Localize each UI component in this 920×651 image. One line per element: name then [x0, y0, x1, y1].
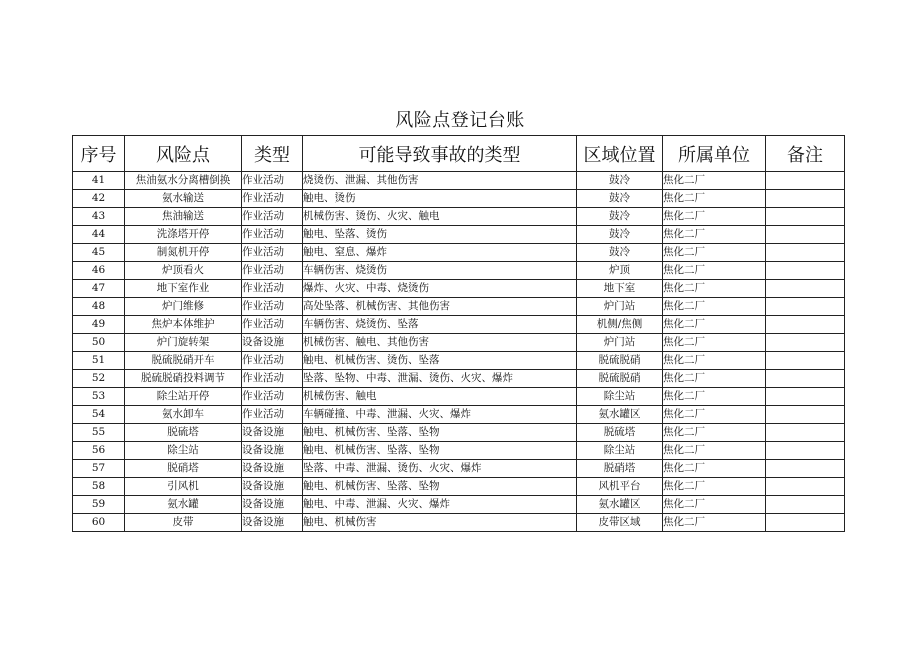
- cell-risk-point: 除尘站: [125, 442, 242, 460]
- cell-remarks: [766, 388, 845, 406]
- cell-risk-point: 脱硫脱硝开车: [125, 352, 242, 370]
- cell-risk-point: 炉门维修: [125, 298, 242, 316]
- cell-unit: 焦化二厂: [663, 334, 766, 352]
- cell-type: 作业活动: [242, 316, 303, 334]
- table-row: [73, 406, 845, 424]
- cell-risk-point: 引风机: [125, 478, 242, 496]
- risk-register-table: [72, 135, 845, 532]
- table-row: [73, 172, 845, 190]
- cell-seq: 46: [73, 262, 125, 280]
- table-row: [73, 388, 845, 406]
- cell-risk-point: 氨水卸车: [125, 406, 242, 424]
- cell-location: 氨水罐区: [577, 496, 663, 514]
- header-accident-types: 可能导致事故的类型: [303, 136, 577, 172]
- cell-accident-types: 烧烫伤、泄漏、其他伤害: [303, 172, 577, 190]
- cell-unit: 焦化二厂: [663, 316, 766, 334]
- cell-type: 作业活动: [242, 226, 303, 244]
- cell-risk-point: 炉门旋转架: [125, 334, 242, 352]
- cell-seq: 57: [73, 460, 125, 478]
- cell-accident-types: 触电、机械伤害: [303, 514, 577, 532]
- cell-accident-types: 机械伤害、烫伤、火灾、触电: [303, 208, 577, 226]
- cell-seq: 51: [73, 352, 125, 370]
- cell-type: 设备设施: [242, 334, 303, 352]
- cell-location: 脱硫脱硝: [577, 370, 663, 388]
- cell-accident-types: 机械伤害、触电、其他伤害: [303, 334, 577, 352]
- cell-type: 作业活动: [242, 244, 303, 262]
- cell-location: 机侧/焦侧: [577, 316, 663, 334]
- cell-location: 炉门站: [577, 298, 663, 316]
- table-row: [73, 370, 845, 388]
- table-row: [73, 442, 845, 460]
- cell-type: 作业活动: [242, 352, 303, 370]
- cell-seq: 41: [73, 172, 125, 190]
- cell-unit: 焦化二厂: [663, 244, 766, 262]
- cell-risk-point: 炉顶看火: [125, 262, 242, 280]
- table-row: [73, 460, 845, 478]
- cell-risk-point: 皮带: [125, 514, 242, 532]
- cell-unit: 焦化二厂: [663, 424, 766, 442]
- table-row: [73, 496, 845, 514]
- cell-remarks: [766, 208, 845, 226]
- cell-risk-point: 洗涤塔开停: [125, 226, 242, 244]
- cell-type: 作业活动: [242, 172, 303, 190]
- cell-unit: 焦化二厂: [663, 262, 766, 280]
- cell-type: 作业活动: [242, 370, 303, 388]
- cell-accident-types: 触电、机械伤害、烫伤、坠落: [303, 352, 577, 370]
- cell-seq: 60: [73, 514, 125, 532]
- cell-location: 地下室: [577, 280, 663, 298]
- cell-location: 脱硫脱硝: [577, 352, 663, 370]
- cell-remarks: [766, 226, 845, 244]
- cell-type: 作业活动: [242, 298, 303, 316]
- cell-seq: 54: [73, 406, 125, 424]
- table-row: [73, 316, 845, 334]
- cell-location: 皮带区域: [577, 514, 663, 532]
- table-row: [73, 208, 845, 226]
- cell-remarks: [766, 460, 845, 478]
- cell-unit: 焦化二厂: [663, 460, 766, 478]
- cell-unit: 焦化二厂: [663, 388, 766, 406]
- cell-accident-types: 车辆伤害、烧烫伤、坠落: [303, 316, 577, 334]
- cell-unit: 焦化二厂: [663, 352, 766, 370]
- cell-remarks: [766, 190, 845, 208]
- cell-seq: 47: [73, 280, 125, 298]
- cell-risk-point: 焦油氨水分离槽倒换: [125, 172, 242, 190]
- cell-location: 鼓冷: [577, 190, 663, 208]
- header-seq: 序号: [73, 136, 125, 172]
- cell-risk-point: 焦油输送: [125, 208, 242, 226]
- table-row: [73, 514, 845, 532]
- cell-type: 设备设施: [242, 478, 303, 496]
- cell-seq: 53: [73, 388, 125, 406]
- cell-type: 作业活动: [242, 190, 303, 208]
- cell-risk-point: 焦炉本体维护: [125, 316, 242, 334]
- cell-unit: 焦化二厂: [663, 514, 766, 532]
- cell-seq: 45: [73, 244, 125, 262]
- cell-location: 炉门站: [577, 334, 663, 352]
- cell-seq: 48: [73, 298, 125, 316]
- cell-remarks: [766, 370, 845, 388]
- cell-seq: 42: [73, 190, 125, 208]
- cell-remarks: [766, 406, 845, 424]
- cell-location: 脱硫塔: [577, 424, 663, 442]
- cell-unit: 焦化二厂: [663, 406, 766, 424]
- page-title: 风险点登记台账: [395, 110, 525, 131]
- table-row: [73, 280, 845, 298]
- cell-unit: 焦化二厂: [663, 370, 766, 388]
- cell-risk-point: 制氮机开停: [125, 244, 242, 262]
- cell-type: 作业活动: [242, 406, 303, 424]
- cell-unit: 焦化二厂: [663, 172, 766, 190]
- cell-type: 设备设施: [242, 496, 303, 514]
- cell-seq: 50: [73, 334, 125, 352]
- cell-location: 鼓冷: [577, 208, 663, 226]
- cell-seq: 59: [73, 496, 125, 514]
- table-row: [73, 190, 845, 208]
- cell-accident-types: 触电、坠落、烫伤: [303, 226, 577, 244]
- cell-risk-point: 脱硝塔: [125, 460, 242, 478]
- cell-accident-types: 触电、中毒、泄漏、火灾、爆炸: [303, 496, 577, 514]
- cell-type: 设备设施: [242, 460, 303, 478]
- header-type: 类型: [242, 136, 303, 172]
- cell-seq: 52: [73, 370, 125, 388]
- cell-seq: 43: [73, 208, 125, 226]
- cell-remarks: [766, 298, 845, 316]
- cell-risk-point: 脱硫脱硝投料调节: [125, 370, 242, 388]
- cell-remarks: [766, 352, 845, 370]
- header-location: 区域位置: [577, 136, 663, 172]
- cell-unit: 焦化二厂: [663, 442, 766, 460]
- cell-accident-types: 坠落、中毒、泄漏、烫伤、火灾、爆炸: [303, 460, 577, 478]
- cell-location: 鼓冷: [577, 226, 663, 244]
- cell-location: 除尘站: [577, 442, 663, 460]
- cell-type: 设备设施: [242, 442, 303, 460]
- cell-remarks: [766, 316, 845, 334]
- table-row: [73, 262, 845, 280]
- cell-type: 作业活动: [242, 208, 303, 226]
- table-row: [73, 298, 845, 316]
- cell-location: 氨水罐区: [577, 406, 663, 424]
- cell-accident-types: 坠落、坠物、中毒、泄漏、烫伤、火灾、爆炸: [303, 370, 577, 388]
- cell-accident-types: 爆炸、火灾、中毒、烧烫伤: [303, 280, 577, 298]
- cell-unit: 焦化二厂: [663, 190, 766, 208]
- cell-risk-point: 脱硫塔: [125, 424, 242, 442]
- cell-remarks: [766, 496, 845, 514]
- cell-seq: 49: [73, 316, 125, 334]
- cell-accident-types: 车辆碰撞、中毒、泄漏、火灾、爆炸: [303, 406, 577, 424]
- cell-location: 鼓冷: [577, 244, 663, 262]
- cell-risk-point: 除尘站开停: [125, 388, 242, 406]
- cell-remarks: [766, 172, 845, 190]
- cell-type: 作业活动: [242, 388, 303, 406]
- cell-risk-point: 氨水罐: [125, 496, 242, 514]
- cell-risk-point: 氨水输送: [125, 190, 242, 208]
- cell-accident-types: 高处坠落、机械伤害、其他伤害: [303, 298, 577, 316]
- cell-unit: 焦化二厂: [663, 226, 766, 244]
- cell-accident-types: 触电、烫伤: [303, 190, 577, 208]
- cell-type: 设备设施: [242, 514, 303, 532]
- cell-risk-point: 地下室作业: [125, 280, 242, 298]
- table-row: [73, 424, 845, 442]
- header-unit: 所属单位: [663, 136, 766, 172]
- cell-remarks: [766, 478, 845, 496]
- cell-location: 鼓冷: [577, 172, 663, 190]
- cell-unit: 焦化二厂: [663, 478, 766, 496]
- cell-type: 作业活动: [242, 262, 303, 280]
- table-row: [73, 226, 845, 244]
- cell-seq: 44: [73, 226, 125, 244]
- cell-remarks: [766, 424, 845, 442]
- header-row: [73, 136, 845, 172]
- table-row: [73, 244, 845, 262]
- cell-location: 脱硝塔: [577, 460, 663, 478]
- table-row: [73, 352, 845, 370]
- cell-accident-types: 车辆伤害、烧烫伤: [303, 262, 577, 280]
- cell-accident-types: 触电、机械伤害、坠落、坠物: [303, 424, 577, 442]
- cell-location: 风机平台: [577, 478, 663, 496]
- table-row: [73, 334, 845, 352]
- cell-remarks: [766, 262, 845, 280]
- cell-location: 除尘站: [577, 388, 663, 406]
- cell-unit: 焦化二厂: [663, 298, 766, 316]
- cell-remarks: [766, 280, 845, 298]
- cell-seq: 56: [73, 442, 125, 460]
- cell-accident-types: 触电、窒息、爆炸: [303, 244, 577, 262]
- cell-remarks: [766, 514, 845, 532]
- header-remarks: 备注: [766, 136, 845, 172]
- cell-unit: 焦化二厂: [663, 208, 766, 226]
- cell-unit: 焦化二厂: [663, 280, 766, 298]
- cell-type: 设备设施: [242, 424, 303, 442]
- cell-seq: 58: [73, 478, 125, 496]
- table-body: [73, 172, 845, 532]
- cell-accident-types: 机械伤害、触电: [303, 388, 577, 406]
- cell-accident-types: 触电、机械伤害、坠落、坠物: [303, 478, 577, 496]
- cell-location: 炉顶: [577, 262, 663, 280]
- cell-remarks: [766, 442, 845, 460]
- cell-accident-types: 触电、机械伤害、坠落、坠物: [303, 442, 577, 460]
- table-row: [73, 478, 845, 496]
- header-risk-point: 风险点: [125, 136, 242, 172]
- cell-remarks: [766, 334, 845, 352]
- cell-type: 作业活动: [242, 280, 303, 298]
- cell-remarks: [766, 244, 845, 262]
- cell-seq: 55: [73, 424, 125, 442]
- cell-unit: 焦化二厂: [663, 496, 766, 514]
